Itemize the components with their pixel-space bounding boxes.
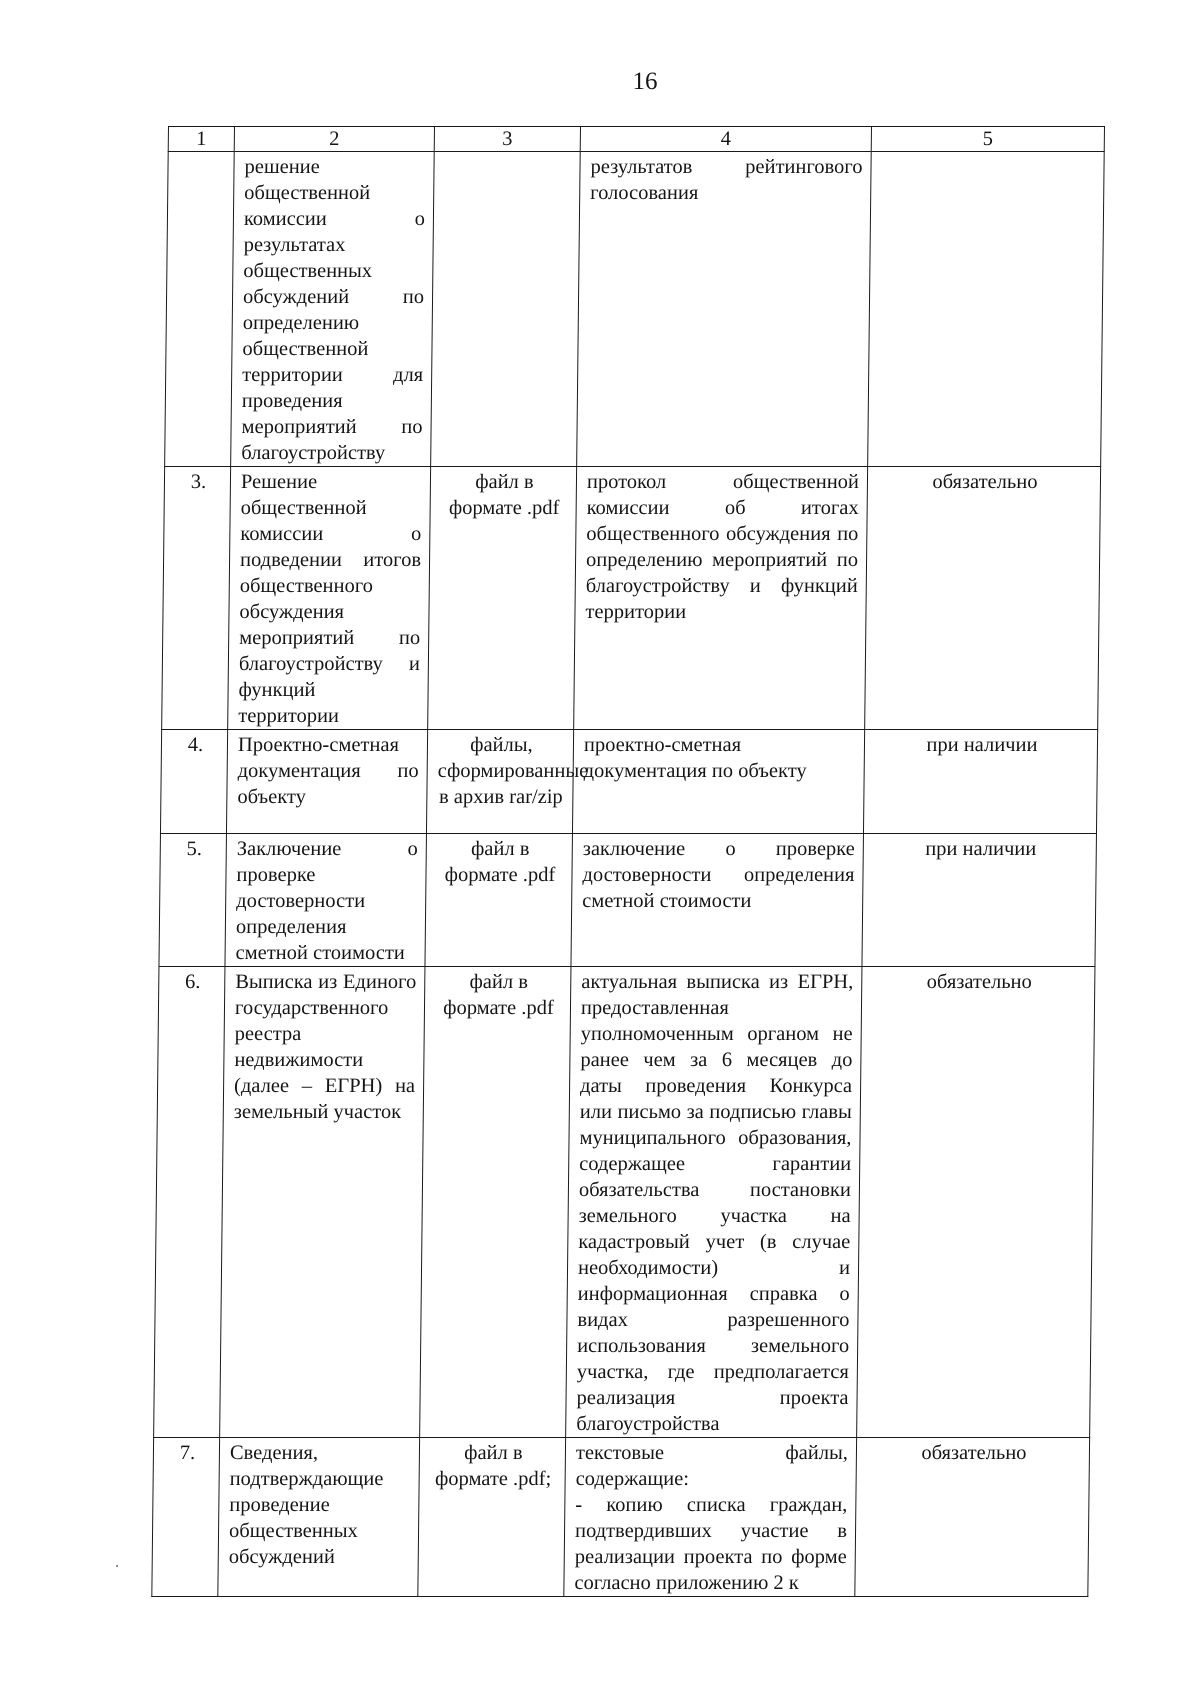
column-header: 2 (234, 127, 434, 152)
column-header: 5 (871, 127, 1104, 152)
document-name: Сведения, подтверждающие проведение общественных обсуждений (218, 1438, 420, 1597)
requirement-status: обязательно (857, 967, 1095, 1438)
document-description: актуальная выписка из ЕГРН, предоставленная уполномоченным органом не ранее чем за 6 месяцев до даты проведения Конкурса или письмо за подписью главы муниципального образования, содержащее гарантии обязательства постановки земельного участка на кадастровый учет (в случае необходимости) и информационная справка о видах разрешенного использования земельного участка, где предполагается реализация проекта благоустройства (566, 967, 862, 1438)
documents-table (151, 126, 1105, 1597)
document-description: текстовые файлы, содержащие: - копию списка граждан, подтвердивших участие в реализации проекта по форме согласно приложению 2 к (564, 1438, 857, 1597)
requirement-status: обязательно (855, 1438, 1090, 1597)
requirement-status: обязательно (865, 467, 1101, 730)
file-format: файл в формате .pdf (425, 834, 573, 967)
table-header-row (168, 127, 1104, 152)
document-description: заключение о проверке достоверности определения сметной стоимости (571, 834, 864, 967)
document-name: Проектно-сметная документация по объекту (226, 730, 427, 834)
document-name: Заключение о проверке достоверности определения сметной стоимости (225, 834, 427, 967)
column-header: 4 (580, 127, 871, 152)
document-description: протокол общественной комиссии об итогах общественного обсуждения по определению мероприятий по благоустройству и функций территории (574, 467, 868, 730)
column-header: 1 (168, 127, 234, 152)
row-number: 3. (162, 467, 231, 730)
requirement-status (868, 152, 1105, 467)
column-header: 3 (434, 127, 580, 152)
scan-speck (116, 1565, 118, 1567)
requirement-status: при наличии (862, 834, 1097, 967)
row-number: 5. (159, 834, 227, 967)
row-number: 7. (152, 1438, 220, 1597)
row-number (165, 152, 235, 467)
page-number: 16 (632, 68, 658, 95)
table-row (162, 467, 1101, 730)
file-format: файл в формате .pdf (420, 967, 571, 1438)
file-format: файл в формате .pdf (428, 467, 577, 730)
table-row (154, 967, 1095, 1438)
table-row (152, 1438, 1090, 1597)
row-number: 4. (160, 730, 227, 834)
document-name: решение общественной комиссии о результатах общественных обсуждений по определению общественной территории для проведения мероприятий по благоустройству (231, 152, 435, 467)
document-name: Решение общественной комиссии о подведении итогов общественного обсуждения мероприятий по благоустройству и функций территории (228, 467, 431, 730)
document-name: Выписка из Единого государственного реестра недвижимости (далее – ЕГРН) на земельный участок (220, 967, 425, 1438)
file-format (431, 152, 581, 467)
document-description: результатов рейтингового голосования (577, 152, 872, 467)
requirement-status: при наличии (863, 730, 1097, 834)
document-description: проектно-сметная документация по объекту (572, 730, 864, 834)
table-row (159, 834, 1097, 967)
row-number: 6. (154, 967, 225, 1438)
table-row (165, 152, 1105, 467)
file-format: файл в формате .pdf; (418, 1438, 566, 1597)
table-row (160, 730, 1097, 834)
file-format: файлы, сформированные в архив rar/zip (426, 730, 573, 834)
